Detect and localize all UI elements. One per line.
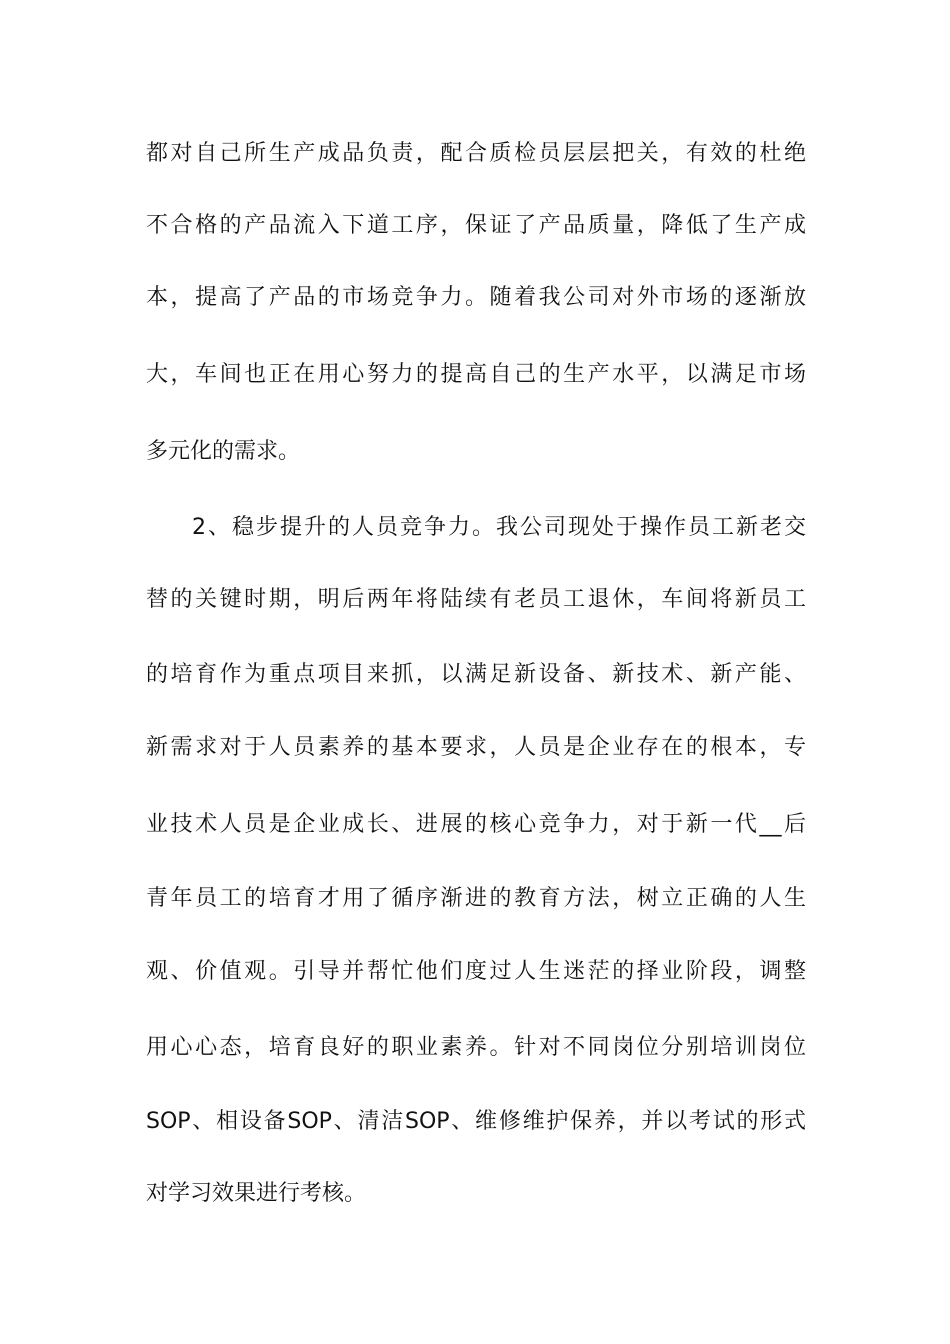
paragraph-line: 都对自己所生产成品负责，配合质检员层层把关，有效的杜绝 (146, 141, 806, 166)
paragraph-line: 的培育作为重点项目来抓，以满足新设备、新技术、新产能、 (146, 662, 806, 687)
paragraph-line: 多元化的需求。 (146, 439, 301, 464)
paragraph-line: 青年员工的培育才用了循序渐进的教育方法，树立正确的人生 (146, 886, 806, 911)
paragraph-line: 用心心态，培育良好的职业素养。针对不同岗位分别培训岗位 (146, 1035, 806, 1060)
paragraph-line: 对学习效果进行考核。 (146, 1181, 367, 1206)
paragraph-line: 不合格的产品流入下道工序，保证了产品质量，降低了生产成 (146, 213, 806, 238)
paragraph-line: 业技术人员是企业成长、进展的核心竞争力，对于新一代__后 (146, 812, 806, 837)
paragraph-line: 替的关键时期，明后两年将陆续有老员工退休，车间将新员工 (146, 587, 806, 612)
paragraph-line: SOP、相设备SOP、清洁SOP、维修维护保养，并以考试的形式 (146, 1109, 806, 1134)
paragraph-line: 大，车间也正在用心努力的提高自己的生产水平，以满足市场 (146, 362, 806, 387)
paragraph-line: 2、稳步提升的人员竞争力。我公司现处于操作员工新老交 (192, 515, 806, 540)
paragraph-line: 观、价值观。引导并帮忙他们度过人生迷茫的择业阶段，调整 (146, 959, 806, 984)
paragraph-line: 新需求对于人员素养的基本要求，人员是企业存在的根本，专 (146, 735, 806, 760)
paragraph-line: 本，提高了产品的市场竞争力。随着我公司对外市场的逐渐放 (146, 285, 806, 310)
